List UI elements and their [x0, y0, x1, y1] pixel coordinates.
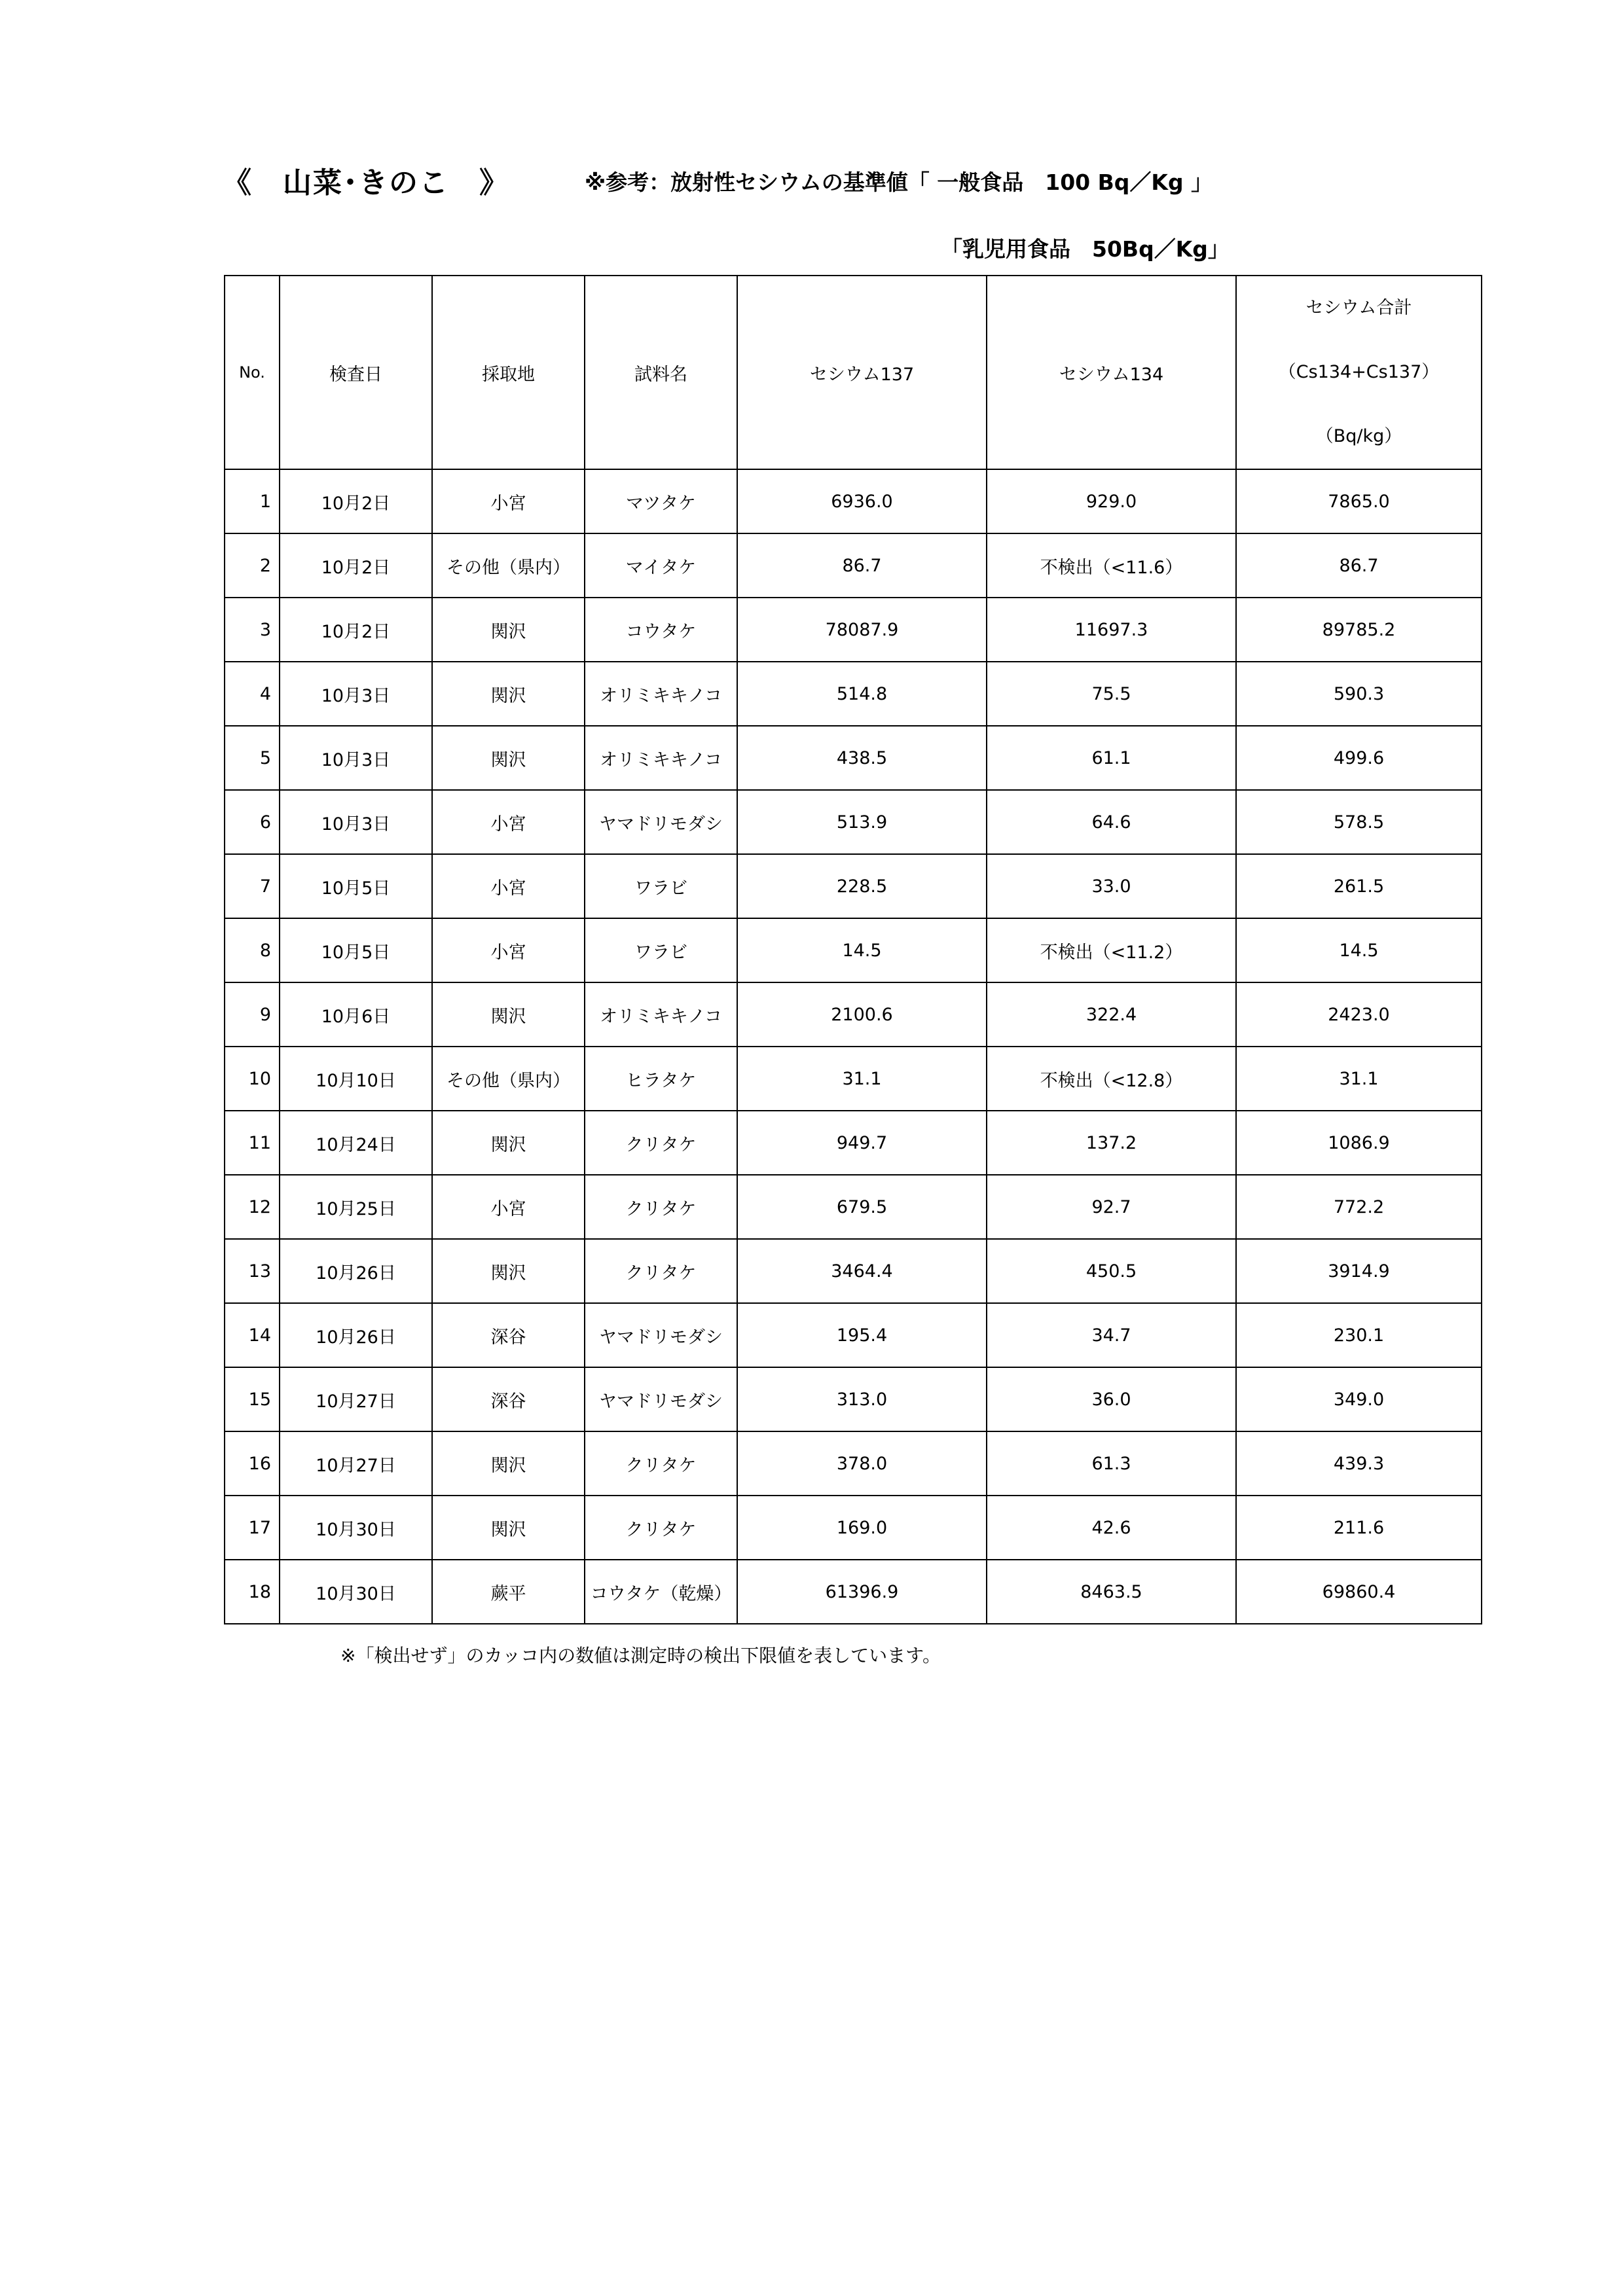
- cell-cs137: 378.0: [737, 1431, 987, 1496]
- table-row: [225, 726, 1482, 790]
- cell-sample: オリミキキノコ: [585, 662, 737, 726]
- cell-no: 16: [225, 1431, 280, 1496]
- cell-location: その他（県内）: [432, 533, 585, 598]
- cell-date: 10月2日: [280, 533, 432, 598]
- cell-sample: クリタケ: [585, 1496, 737, 1560]
- cell-total: 7865.0: [1236, 469, 1482, 533]
- table-row: [225, 1111, 1482, 1175]
- cell-cs137: 2100.6: [737, 982, 987, 1047]
- cell-cs137: 949.7: [737, 1111, 987, 1175]
- cell-total: 2423.0: [1236, 982, 1482, 1047]
- cell-total: 1086.9: [1236, 1111, 1482, 1175]
- cell-cs134: 75.5: [987, 662, 1236, 726]
- cell-no: 17: [225, 1496, 280, 1560]
- cell-cs137: 61396.9: [737, 1560, 987, 1624]
- header-date: 検査日: [280, 276, 432, 469]
- cell-location: 関沢: [432, 662, 585, 726]
- cell-date: 10月3日: [280, 790, 432, 854]
- cell-sample: ヤマドリモダシ: [585, 790, 737, 854]
- cell-date: 10月5日: [280, 854, 432, 918]
- cell-date: 10月3日: [280, 726, 432, 790]
- cell-date: 10月26日: [280, 1239, 432, 1303]
- cell-sample: コウタケ（乾燥）: [585, 1560, 737, 1624]
- cell-location: 小宮: [432, 854, 585, 918]
- header-cs134: セシウム134: [987, 276, 1236, 469]
- cell-cs137: 6936.0: [737, 469, 987, 533]
- cell-cs134: 不検出（<12.8）: [987, 1047, 1236, 1111]
- table-row: [225, 598, 1482, 662]
- cell-location: 蕨平: [432, 1560, 585, 1624]
- cell-total: 3914.9: [1236, 1239, 1482, 1303]
- cell-cs134: 8463.5: [987, 1560, 1236, 1624]
- table-row: [225, 1431, 1482, 1496]
- header-no: No.: [225, 276, 280, 469]
- table-row: [225, 1239, 1482, 1303]
- cell-date: 10月10日: [280, 1047, 432, 1111]
- cell-cs134: 34.7: [987, 1303, 1236, 1367]
- table-row: [225, 1496, 1482, 1560]
- cell-total: 86.7: [1236, 533, 1482, 598]
- cell-cs137: 195.4: [737, 1303, 987, 1367]
- cell-location: 小宮: [432, 790, 585, 854]
- cell-date: 10月27日: [280, 1431, 432, 1496]
- cell-location: 深谷: [432, 1303, 585, 1367]
- cell-no: 13: [225, 1239, 280, 1303]
- cell-total: 439.3: [1236, 1431, 1482, 1496]
- header-total-formula: （Cs134+Cs137）: [1278, 362, 1440, 382]
- cell-date: 10月2日: [280, 598, 432, 662]
- cell-total: 578.5: [1236, 790, 1482, 854]
- cell-location: 関沢: [432, 1431, 585, 1496]
- table-body: [225, 469, 1482, 1624]
- cell-sample: ヤマドリモダシ: [585, 1367, 737, 1431]
- cell-location: 小宮: [432, 918, 585, 982]
- cell-sample: マツタケ: [585, 469, 737, 533]
- header-sample: 試料名: [585, 276, 737, 469]
- cell-cs134: 64.6: [987, 790, 1236, 854]
- cell-cs134: 450.5: [987, 1239, 1236, 1303]
- cell-cs134: 61.3: [987, 1431, 1236, 1496]
- cell-total: 499.6: [1236, 726, 1482, 790]
- cell-date: 10月3日: [280, 662, 432, 726]
- cell-no: 15: [225, 1367, 280, 1431]
- cell-no: 12: [225, 1175, 280, 1239]
- table-row: [225, 662, 1482, 726]
- cell-total: 590.3: [1236, 662, 1482, 726]
- cell-cs137: 78087.9: [737, 598, 987, 662]
- cell-cs137: 513.9: [737, 790, 987, 854]
- cell-location: 小宮: [432, 469, 585, 533]
- cell-location: 小宮: [432, 1175, 585, 1239]
- cell-total: 14.5: [1236, 918, 1482, 982]
- header-total-unit: （Bq/kg）: [1315, 426, 1402, 446]
- cell-cs134: 不検出（<11.6）: [987, 533, 1236, 598]
- cell-cs134: 42.6: [987, 1496, 1236, 1560]
- reference-standard-general: ※参考：放射性セシウムの基準値「 一般食品 100 Bq／Kg 」: [585, 170, 1213, 195]
- cell-total: 349.0: [1236, 1367, 1482, 1431]
- cell-cs137: 228.5: [737, 854, 987, 918]
- cell-no: 5: [225, 726, 280, 790]
- footnote: ※「検出せず」のカッコ内の数値は測定時の検出下限値を表しています。: [340, 1645, 941, 1666]
- table-row: [225, 854, 1482, 918]
- cell-date: 10月2日: [280, 469, 432, 533]
- table-row: [225, 469, 1482, 533]
- cell-total: 230.1: [1236, 1303, 1482, 1367]
- reference-standard-infant: 「乳児用食品 50Bq／Kg」: [941, 236, 1230, 262]
- table-row: [225, 1175, 1482, 1239]
- cell-no: 1: [225, 469, 280, 533]
- cell-cs137: 86.7: [737, 533, 987, 598]
- cell-location: 関沢: [432, 1496, 585, 1560]
- cell-sample: クリタケ: [585, 1111, 737, 1175]
- page-title: 《 山菜･きのこ 》: [223, 166, 509, 200]
- table-row: [225, 982, 1482, 1047]
- cell-location: 関沢: [432, 726, 585, 790]
- cell-cs137: 31.1: [737, 1047, 987, 1111]
- cell-location: 関沢: [432, 598, 585, 662]
- cell-cs137: 679.5: [737, 1175, 987, 1239]
- table-row: [225, 1367, 1482, 1431]
- cell-location: その他（県内）: [432, 1047, 585, 1111]
- cell-date: 10月30日: [280, 1496, 432, 1560]
- cell-cs134: 322.4: [987, 982, 1236, 1047]
- cell-date: 10月30日: [280, 1560, 432, 1624]
- cell-total: 89785.2: [1236, 598, 1482, 662]
- results-table: [224, 275, 1482, 1624]
- cell-cs137: 438.5: [737, 726, 987, 790]
- cell-no: 11: [225, 1111, 280, 1175]
- cell-cs134: 33.0: [987, 854, 1236, 918]
- cell-no: 10: [225, 1047, 280, 1111]
- cell-cs137: 14.5: [737, 918, 987, 982]
- cell-total: 211.6: [1236, 1496, 1482, 1560]
- cell-date: 10月25日: [280, 1175, 432, 1239]
- cell-sample: クリタケ: [585, 1239, 737, 1303]
- cell-cs134: 92.7: [987, 1175, 1236, 1239]
- cell-sample: ワラビ: [585, 854, 737, 918]
- header-row: [225, 276, 1482, 469]
- cell-sample: ヤマドリモダシ: [585, 1303, 737, 1367]
- cell-sample: オリミキキノコ: [585, 982, 737, 1047]
- cell-date: 10月27日: [280, 1367, 432, 1431]
- cell-cs134: 137.2: [987, 1111, 1236, 1175]
- table-row: [225, 918, 1482, 982]
- cell-sample: ヒラタケ: [585, 1047, 737, 1111]
- cell-sample: クリタケ: [585, 1175, 737, 1239]
- cell-cs134: 929.0: [987, 469, 1236, 533]
- cell-location: 深谷: [432, 1367, 585, 1431]
- cell-cs134: 61.1: [987, 726, 1236, 790]
- cell-sample: ワラビ: [585, 918, 737, 982]
- cell-cs137: 514.8: [737, 662, 987, 726]
- cell-cs134: 11697.3: [987, 598, 1236, 662]
- cell-cs137: 313.0: [737, 1367, 987, 1431]
- cell-no: 2: [225, 533, 280, 598]
- cell-date: 10月26日: [280, 1303, 432, 1367]
- table-row: [225, 1560, 1482, 1624]
- cell-sample: コウタケ: [585, 598, 737, 662]
- cell-sample: クリタケ: [585, 1431, 737, 1496]
- cell-cs134: 36.0: [987, 1367, 1236, 1431]
- cell-no: 6: [225, 790, 280, 854]
- cell-no: 8: [225, 918, 280, 982]
- cell-cs137: 169.0: [737, 1496, 987, 1560]
- cell-total: 69860.4: [1236, 1560, 1482, 1624]
- cell-cs137: 3464.4: [737, 1239, 987, 1303]
- table-header: [225, 276, 1482, 469]
- table-row: [225, 790, 1482, 854]
- table-row: [225, 1303, 1482, 1367]
- header-total: [1236, 276, 1482, 469]
- cell-total: 772.2: [1236, 1175, 1482, 1239]
- cell-location: 関沢: [432, 1239, 585, 1303]
- table-row: [225, 1047, 1482, 1111]
- cell-date: 10月5日: [280, 918, 432, 982]
- header-total-label: セシウム合計: [1305, 298, 1412, 318]
- cell-no: 7: [225, 854, 280, 918]
- cell-location: 関沢: [432, 982, 585, 1047]
- cell-date: 10月6日: [280, 982, 432, 1047]
- cell-cs134: 不検出（<11.2）: [987, 918, 1236, 982]
- cell-no: 18: [225, 1560, 280, 1624]
- cell-no: 14: [225, 1303, 280, 1367]
- cell-sample: マイタケ: [585, 533, 737, 598]
- cell-sample: オリミキキノコ: [585, 726, 737, 790]
- cell-total: 31.1: [1236, 1047, 1482, 1111]
- cell-no: 3: [225, 598, 280, 662]
- header-cs137: セシウム137: [737, 276, 987, 469]
- cell-total: 261.5: [1236, 854, 1482, 918]
- cell-no: 4: [225, 662, 280, 726]
- table-row: [225, 533, 1482, 598]
- cell-date: 10月24日: [280, 1111, 432, 1175]
- cell-location: 関沢: [432, 1111, 585, 1175]
- cell-no: 9: [225, 982, 280, 1047]
- header-location: 採取地: [432, 276, 585, 469]
